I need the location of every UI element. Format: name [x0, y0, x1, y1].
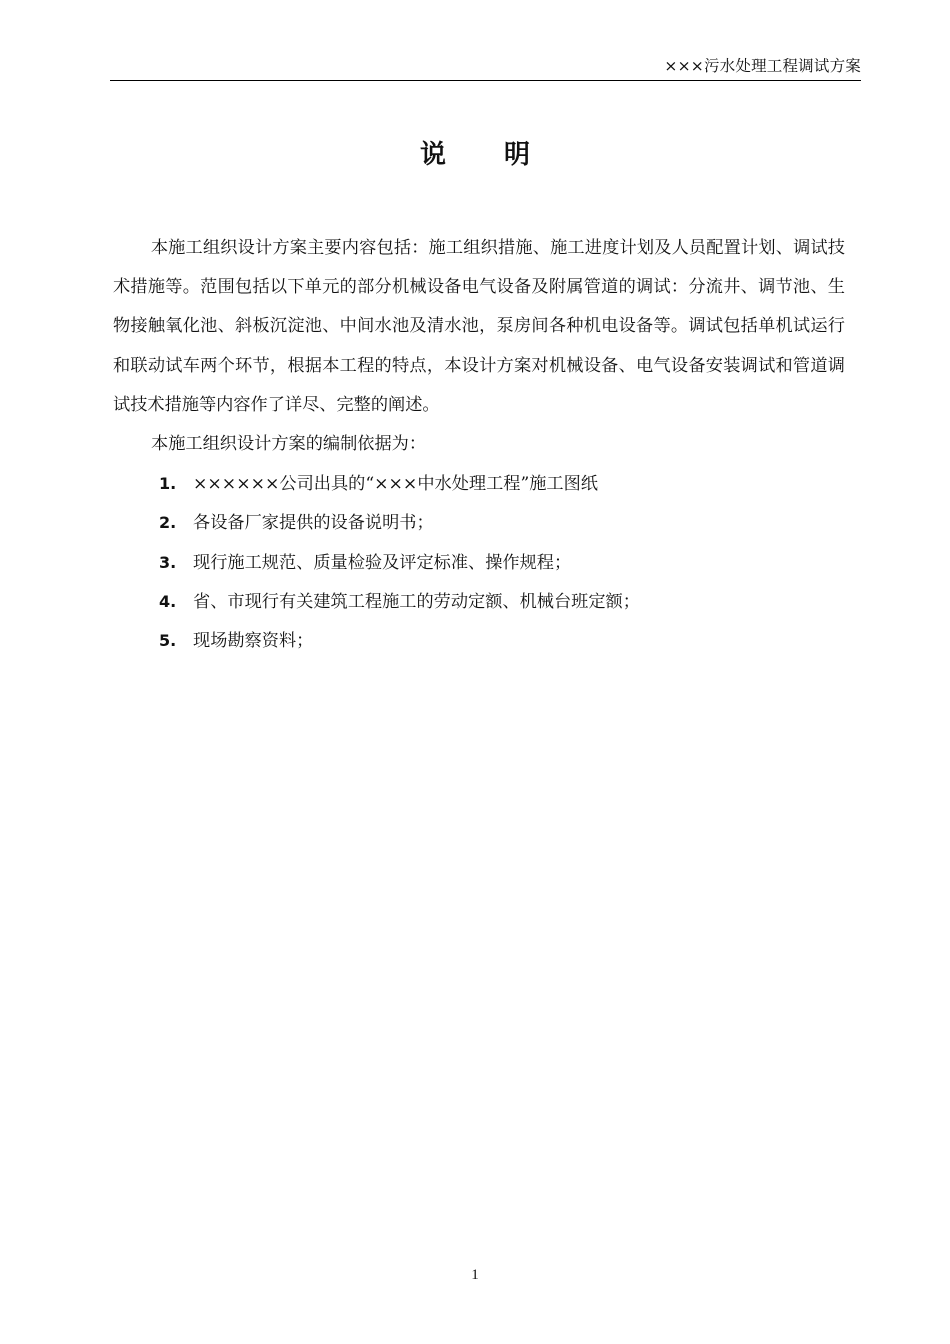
reference-list	[113, 464, 845, 660]
list-item	[113, 464, 845, 503]
page-title: 说明	[419, 140, 588, 170]
list-item	[113, 582, 845, 621]
basis-paragraph: 本施工组织设计方案的编制依据为：	[151, 434, 427, 455]
list-item-number: 3.	[159, 552, 177, 572]
list-item-text: 现行施工规范、质量检验及评定标准、操作规程；	[193, 552, 572, 573]
list-item-number: 4.	[159, 591, 177, 611]
list-item-text: 现场勘察资料；	[193, 630, 314, 651]
list-item-number: 2.	[159, 513, 177, 533]
list-item-number: 5.	[159, 630, 177, 650]
list-item-text: 各设备厂家提供的设备说明书；	[193, 513, 434, 534]
list-item-number: 1.	[159, 474, 177, 494]
list-item	[113, 543, 845, 582]
list-item-text: 省、市现行有关建筑工程施工的劳动定额、机械台班定额；	[193, 591, 640, 612]
intro-paragraph: 本施工组织设计方案主要内容包括：施工组织措施、施工进度计划及人员配置计划、调试技术措施等。范围包括以下单元的部分机械设备电气设备及附属管道的调试：分流井、调节池、生物接触氧化池、斜板沉淀池、中间水池及清水池，泵房间各种机电设备等。调试包括单机试运行和联动试车两个环节，根据本工程的特点，本设计方案对机械设备、电气设备安装调试和管道调试技术措施等内容作了详尽、完整的阐述。	[113, 238, 845, 415]
document-body	[113, 229, 845, 660]
header-divider	[110, 80, 861, 81]
list-item	[113, 621, 845, 660]
list-item	[113, 503, 845, 542]
running-header: ×××污水处理工程调试方案	[664, 57, 861, 75]
list-item-text: ××××××公司出具的“×××中水处理工程”施工图纸	[193, 474, 598, 495]
page-number: 1	[471, 1267, 479, 1283]
